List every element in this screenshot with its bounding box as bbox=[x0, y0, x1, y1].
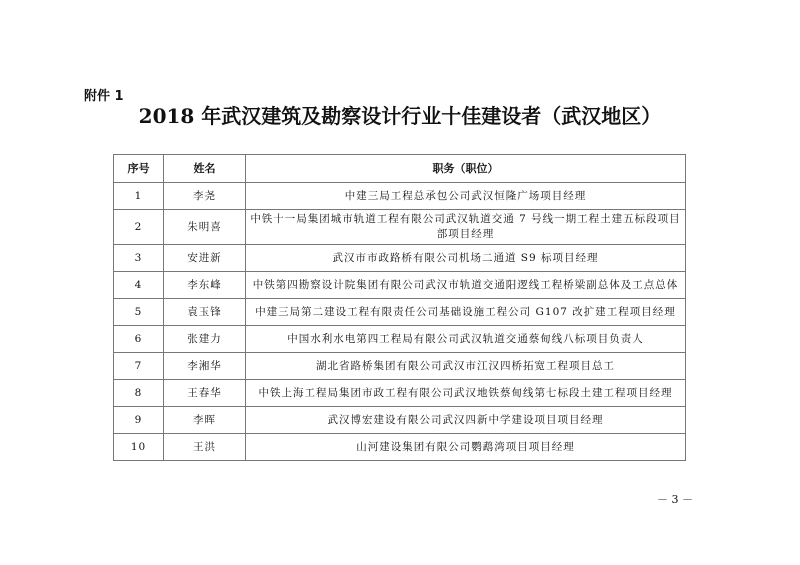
cell-name: 王洪 bbox=[164, 434, 246, 461]
cell-position: 武汉市市政路桥有限公司机场二通道 S9 标项目经理 bbox=[246, 245, 686, 272]
cell-position: 中建三局工程总承包公司武汉恒隆广场项目经理 bbox=[246, 183, 686, 210]
cell-no: 10 bbox=[114, 434, 164, 461]
cell-position: 中铁第四勘察设计院集团有限公司武汉市轨道交通阳逻线工程桥梁副总体及工点总体 bbox=[246, 272, 686, 299]
table-header-row bbox=[114, 155, 686, 183]
cell-no: 5 bbox=[114, 299, 164, 326]
table-row bbox=[114, 353, 686, 380]
cell-name: 张建力 bbox=[164, 326, 246, 353]
cell-name: 李湘华 bbox=[164, 353, 246, 380]
table-row bbox=[114, 299, 686, 326]
cell-position: 山河建设集团有限公司鹦鹉湾项目项目经理 bbox=[246, 434, 686, 461]
header-no: 序号 bbox=[114, 155, 164, 183]
cell-position: 中国水利水电第四工程局有限公司武汉轨道交通蔡甸线八标项目负责人 bbox=[246, 326, 686, 353]
cell-position: 中建三局第二建设工程有限责任公司基础设施工程公司 G107 改扩建工程项目经理 bbox=[246, 299, 686, 326]
document-title: 2018 年武汉建筑及勘察设计行业十佳建设者（武汉地区） bbox=[138, 104, 662, 128]
cell-name: 李晖 bbox=[164, 407, 246, 434]
cell-no: 6 bbox=[114, 326, 164, 353]
header-position: 职务（职位） bbox=[246, 155, 686, 183]
cell-name: 朱明喜 bbox=[164, 210, 246, 245]
cell-name: 袁玉锋 bbox=[164, 299, 246, 326]
cell-no: 8 bbox=[114, 380, 164, 407]
table-row bbox=[114, 210, 686, 245]
cell-no: 3 bbox=[114, 245, 164, 272]
table-row bbox=[114, 407, 686, 434]
page-number: － 3 － bbox=[657, 493, 693, 506]
cell-position: 中铁上海工程局集团市政工程有限公司武汉地铁蔡甸线第七标段土建工程项目经理 bbox=[246, 380, 686, 407]
table-row bbox=[114, 380, 686, 407]
cell-no: 1 bbox=[114, 183, 164, 210]
attachment-label: 附件 1 bbox=[84, 89, 124, 104]
cell-name: 王春华 bbox=[164, 380, 246, 407]
table-row bbox=[114, 245, 686, 272]
cell-no: 4 bbox=[114, 272, 164, 299]
cell-position: 武汉博宏建设有限公司武汉四新中学建设项目项目经理 bbox=[246, 407, 686, 434]
cell-no: 7 bbox=[114, 353, 164, 380]
awardees-table bbox=[113, 154, 686, 461]
cell-position: 湖北省路桥集团有限公司武汉市江汉四桥拓宽工程项目总工 bbox=[246, 353, 686, 380]
header-name: 姓名 bbox=[164, 155, 246, 183]
table-row bbox=[114, 434, 686, 461]
cell-name: 李东峰 bbox=[164, 272, 246, 299]
cell-position: 中铁十一局集团城市轨道工程有限公司武汉轨道交通 7 号线一期工程土建五标段项目部项目经理 bbox=[246, 210, 686, 245]
table-row bbox=[114, 326, 686, 353]
cell-name: 安进新 bbox=[164, 245, 246, 272]
cell-name: 李尧 bbox=[164, 183, 246, 210]
table-row bbox=[114, 183, 686, 210]
cell-no: 2 bbox=[114, 210, 164, 245]
table-row bbox=[114, 272, 686, 299]
cell-no: 9 bbox=[114, 407, 164, 434]
